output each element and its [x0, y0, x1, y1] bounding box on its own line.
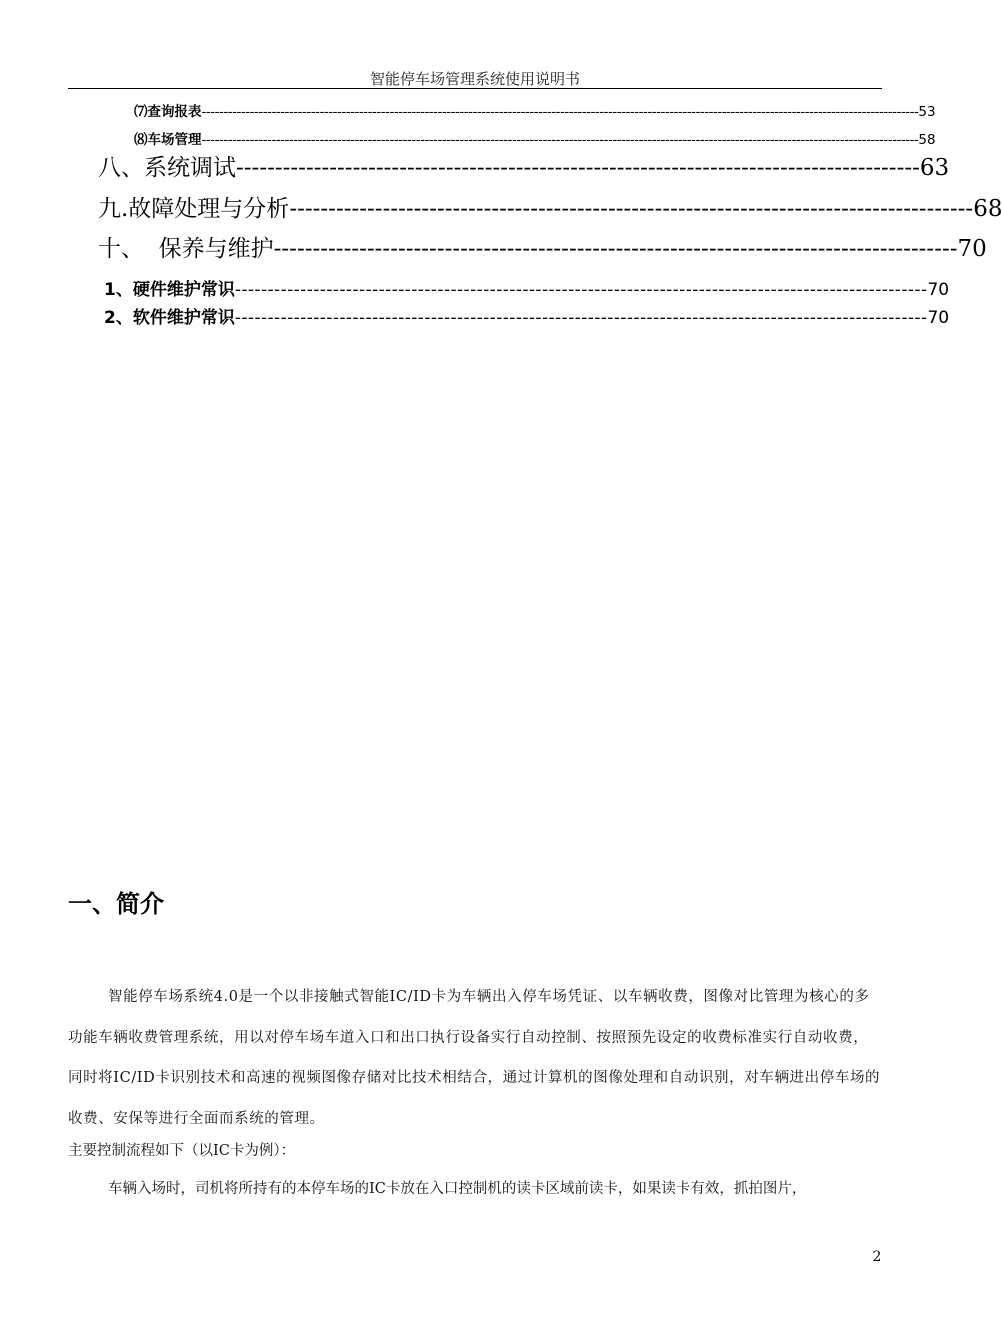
- toc-item-label: ⑻车场管理: [134, 132, 202, 148]
- toc-item-software-maintenance[interactable]: [104, 305, 950, 331]
- section-heading: 一、简介: [68, 890, 164, 918]
- intro-paragraph: 智能停车场系统4.0是一个以非接触式智能IC/ID卡为车辆出入停车场凭证、以车辆收费，图像对比管理为核心的多功能车辆收费管理系统，用以对停车场车道入口和出口执行设备实行自动控制、按照预先设定的收费标准实行自动收费，同时将IC/ID卡识别技术和高速的视频图像存储对比技术相结合，通过计算机的图像处理和自动识别，对车辆进出停车场的收费、安保等进行全面而系统的管理。: [68, 989, 881, 1127]
- page-number: 2: [872, 1249, 882, 1265]
- toc-leader-dots: --------------------------------------------------------------------------------------------------------------------------------------------------------------------: [201, 132, 919, 148]
- toc-leader-dots: ----------------------------------------------------------------------------------------: [289, 196, 974, 222]
- toc-page-number: 70: [957, 236, 987, 262]
- header-divider: [68, 88, 882, 89]
- flow-title: 主要控制流程如下（以IC卡为例）：: [68, 1143, 296, 1159]
- toc-leader-dots: ----------------------------------------------------------------------------------------------------------: [234, 280, 928, 300]
- toc-page-number: 70: [927, 308, 950, 328]
- toc-item-hardware-maintenance[interactable]: [104, 277, 950, 303]
- toc-leader-dots: ----------------------------------------------------------------------------------------: [273, 236, 958, 262]
- toc-item-query-report[interactable]: [134, 102, 936, 122]
- toc-page-number: 58: [918, 132, 936, 148]
- toc-item-label: 2、软件维护常识: [104, 308, 235, 328]
- toc-item-fault-analysis[interactable]: [98, 193, 1002, 225]
- toc-item-maintenance[interactable]: [98, 233, 987, 265]
- toc-page-number: 70: [927, 280, 950, 300]
- toc-leader-dots: --------------------------------------------------------------------------------------------------------------------------------------------------------------------: [201, 104, 919, 120]
- toc-item-label: 九.故障处理与分析: [98, 196, 290, 222]
- toc-item-system-debugging[interactable]: [98, 152, 950, 184]
- toc-page-number: 53: [918, 104, 936, 120]
- flow-paragraph: 车辆入场时，司机将所持有的本停车场的IC卡放在入口控制机的读卡区域前读卡，如果读卡有效，抓拍图片，: [108, 1181, 807, 1197]
- toc-item-label: 八、系统调试: [98, 155, 236, 181]
- toc-leader-dots: ----------------------------------------------------------------------------------------------------------: [234, 308, 928, 328]
- toc-item-lot-management[interactable]: [134, 130, 936, 150]
- toc-leader-dots: ----------------------------------------------------------------------------------------: [236, 155, 920, 181]
- toc-item-label: ⑺查询报表: [134, 104, 202, 120]
- toc-item-label: 十、 保养与维护: [98, 236, 274, 262]
- page-header-title: 智能停车场管理系统使用说明书: [369, 70, 580, 88]
- toc-page-number: 63: [919, 155, 950, 181]
- toc-item-label: 1、硬件维护常识: [104, 280, 235, 300]
- toc-page-number: 68: [973, 196, 1002, 222]
